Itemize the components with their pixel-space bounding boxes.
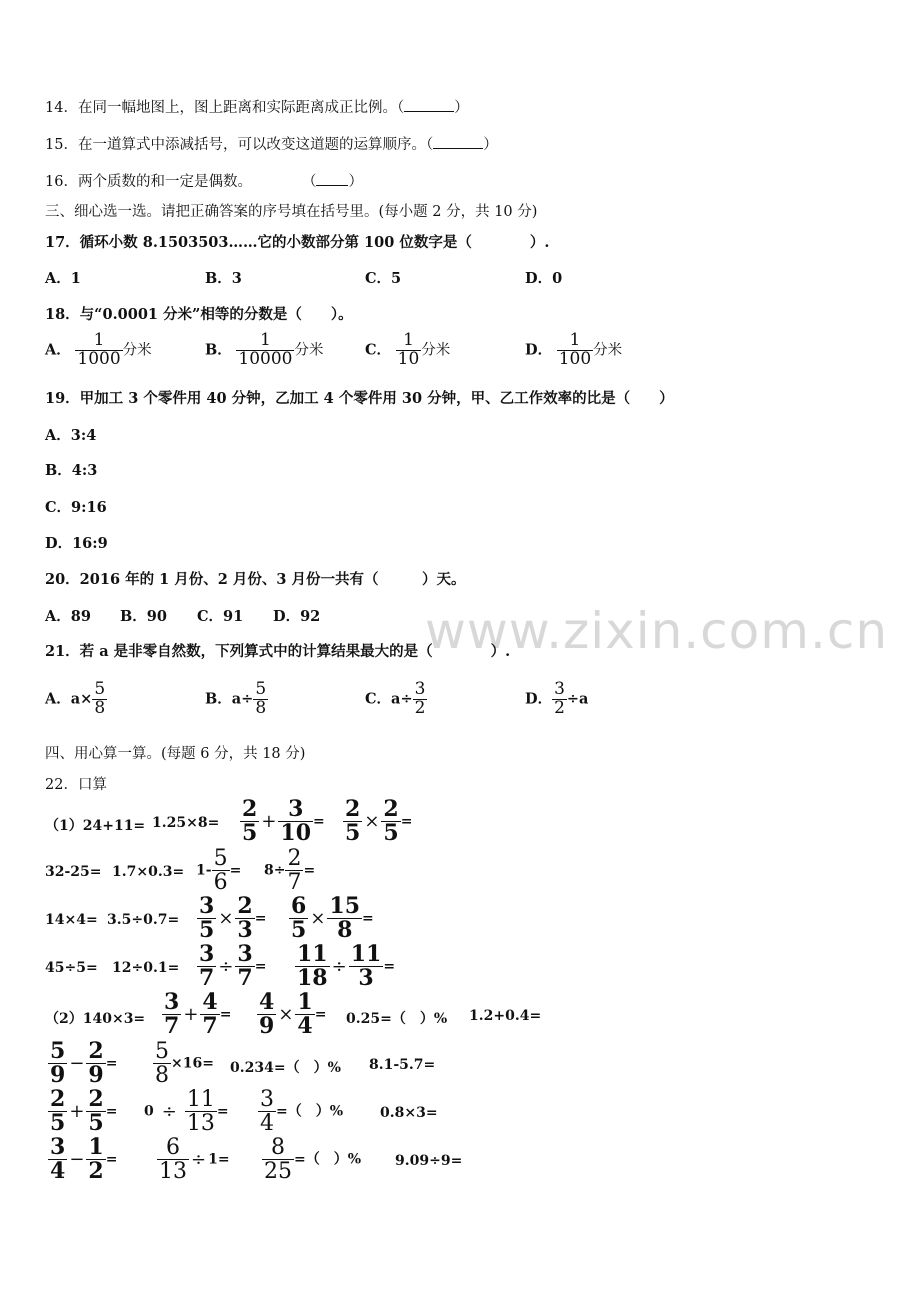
q19-option-d[interactable]: D．16:9 bbox=[45, 535, 108, 552]
calc-2/5+2/5: $\frac{2}{5}$ + $\frac{2}{5}$ = bbox=[50, 1086, 118, 1137]
question-18: 18．与“0.0001 分米”相等的分数是（ ）。 bbox=[45, 306, 353, 323]
calc-14x4: 14×4= bbox=[45, 912, 98, 928]
answer-blank[interactable] bbox=[433, 134, 483, 149]
calc-0.8x3: 0.8×3= bbox=[380, 1105, 438, 1121]
question-19: 19．甲加工 3 个零件用 40 分钟，乙加工 4 个零件用 30 分钟，甲、乙工作效率的比是（ ） bbox=[45, 390, 674, 407]
calc-0÷11/13: 0 ÷ $\frac{11}{13}$ = bbox=[144, 1087, 229, 1137]
calc-6/5x15/8: $\frac{6}{5}$ × $\frac{15}{8}$ = bbox=[291, 893, 374, 944]
answer-blank[interactable] bbox=[316, 171, 348, 186]
question-22: 22．口算 bbox=[45, 777, 107, 793]
fraction: $\frac{5}{8}$ bbox=[255, 679, 267, 718]
q20-option-b[interactable]: B．90 bbox=[120, 608, 167, 625]
q19-option-b[interactable]: B．4:3 bbox=[45, 462, 98, 479]
fraction: $\frac{1}{1000}$ bbox=[77, 330, 121, 369]
calc-140x3: （2）140×3= bbox=[45, 1011, 146, 1027]
answer-blank[interactable] bbox=[404, 97, 454, 112]
question-15: 15．在一道算式中添减括号，可以改变这道题的运算顺序。（ ） bbox=[45, 133, 498, 154]
calc-6/13÷1: $\frac{6}{13}$ ÷ 1= bbox=[159, 1135, 230, 1185]
calc-8.1-5.7: 8.1-5.7= bbox=[369, 1057, 436, 1073]
calc-8÷2/7: 8÷ $\frac{2}{7}$ = bbox=[264, 846, 316, 896]
calc-1.7x0.3: 1.7×0.3= bbox=[112, 864, 185, 880]
fraction: $\frac{1}{10000}$ bbox=[238, 330, 293, 369]
calc-0.25-percent: 0.25=（ ）% bbox=[346, 1011, 448, 1027]
calc-5/8x16: $\frac{5}{8}$ ×16= bbox=[155, 1039, 214, 1089]
calc-9.09÷9: 9.09÷9= bbox=[395, 1153, 463, 1169]
calc-5/9-2/9: $\frac{5}{9}$ − $\frac{2}{9}$ = bbox=[50, 1038, 118, 1089]
calc-11/18÷11/3: $\frac{11}{18}$ ÷ $\frac{11}{3}$ = bbox=[297, 941, 396, 992]
calc-3.5÷0.7: 3.5÷0.7= bbox=[107, 912, 180, 928]
fraction: $\frac{3}{2}$ bbox=[414, 679, 426, 718]
q21-option-c[interactable]: C．a÷ $\frac{3}{2}$ bbox=[365, 679, 426, 718]
q17-option-a[interactable]: A．1 bbox=[45, 270, 81, 287]
calc-3/7÷3/7: $\frac{3}{7}$ ÷ $\frac{3}{7}$ = bbox=[199, 941, 267, 992]
q20-option-a[interactable]: A．89 bbox=[45, 608, 91, 625]
calc-0.234-percent: 0.234=（ ）% bbox=[230, 1060, 341, 1076]
calc-45÷5: 45÷5= bbox=[45, 960, 98, 976]
calc-24+11: （1）24+11= bbox=[45, 818, 146, 834]
calc-3/5x2/3: $\frac{3}{5}$ × $\frac{2}{3}$ = bbox=[199, 893, 267, 944]
section-4-heading: 四、用心算一算。(每题 6 分，共 18 分) bbox=[45, 746, 306, 762]
q21-option-a[interactable]: A．a× $\frac{5}{8}$ bbox=[45, 679, 106, 718]
calc-32-25: 32-25= bbox=[45, 864, 102, 880]
question-14: 14．在同一幅地图上，图上距离和实际距离成正比例。（ ） bbox=[45, 96, 469, 117]
q21-option-d[interactable]: D． $\frac{3}{2}$ ÷a bbox=[525, 679, 589, 718]
q18-option-c[interactable]: C． $\frac{1}{10}$ 分米 bbox=[365, 330, 451, 369]
q17-option-b[interactable]: B．3 bbox=[205, 270, 242, 287]
calc-1.25x8: 1.25×8= bbox=[152, 815, 220, 831]
q20-option-c[interactable]: C．91 bbox=[197, 608, 244, 625]
calc-4/9x1/4: $\frac{4}{9}$ × $\frac{1}{4}$ = bbox=[259, 989, 327, 1040]
q17-option-c[interactable]: C．5 bbox=[365, 270, 402, 287]
question-21: 21．若 a 是非零自然数，下列算式中的计算结果最大的是（ ）. bbox=[45, 643, 511, 660]
watermark: www.zixin.com.cn bbox=[425, 602, 889, 660]
fraction: $\frac{1}{100}$ bbox=[558, 330, 592, 369]
section-3-heading: 三、细心选一选。请把正确答案的序号填在括号里。(每小题 2 分，共 10 分) bbox=[45, 204, 538, 220]
calc-3/4-1/2: $\frac{3}{4}$ − $\frac{1}{2}$ = bbox=[50, 1134, 118, 1185]
fraction: $\frac{1}{10}$ bbox=[397, 330, 420, 369]
q19-option-a[interactable]: A．3:4 bbox=[45, 427, 97, 444]
calc-8/25-percent: $\frac{8}{25}$ =（ ）% bbox=[264, 1135, 362, 1185]
calc-1.2+0.4: 1.2+0.4= bbox=[469, 1008, 542, 1024]
q21-option-b[interactable]: B．a÷ $\frac{5}{8}$ bbox=[205, 679, 267, 718]
fraction: $\frac{3}{2}$ bbox=[554, 679, 565, 718]
question-16: 16．两个质数的和一定是偶数。 （ ） bbox=[45, 170, 363, 191]
q17-option-d[interactable]: D．0 bbox=[525, 270, 563, 287]
q19-option-c[interactable]: C．9:16 bbox=[45, 499, 107, 516]
q18-option-d[interactable]: D． $\frac{1}{100}$ 分米 bbox=[525, 330, 623, 369]
calc-2/5x2/5: $\frac{2}{5}$ × $\frac{2}{5}$ = bbox=[345, 796, 413, 847]
question-20: 20．2016 年的 1 月份、2 月份、3 月份一共有（ ）天。 bbox=[45, 571, 466, 588]
question-17: 17．循环小数 8.1503503……它的小数部分第 100 位数字是（ ）. bbox=[45, 234, 550, 251]
fraction: $\frac{5}{8}$ bbox=[94, 679, 106, 718]
q18-option-a[interactable]: A． $\frac{1}{1000}$ 分米 bbox=[45, 330, 152, 369]
q18-option-b[interactable]: B． $\frac{1}{10000}$ 分米 bbox=[205, 330, 324, 369]
calc-1-5/6: 1- $\frac{5}{6}$ = bbox=[196, 846, 242, 896]
calc-2/5+3/10: $\frac{2}{5}$ + $\frac{3}{10}$ = bbox=[242, 796, 325, 847]
calc-3/4-percent: $\frac{3}{4}$ =（ ）% bbox=[260, 1087, 344, 1137]
calc-12÷0.1: 12÷0.1= bbox=[112, 960, 180, 976]
calc-3/7+4/7: $\frac{3}{7}$ + $\frac{4}{7}$ = bbox=[164, 989, 232, 1040]
q20-option-d[interactable]: D．92 bbox=[273, 608, 321, 625]
